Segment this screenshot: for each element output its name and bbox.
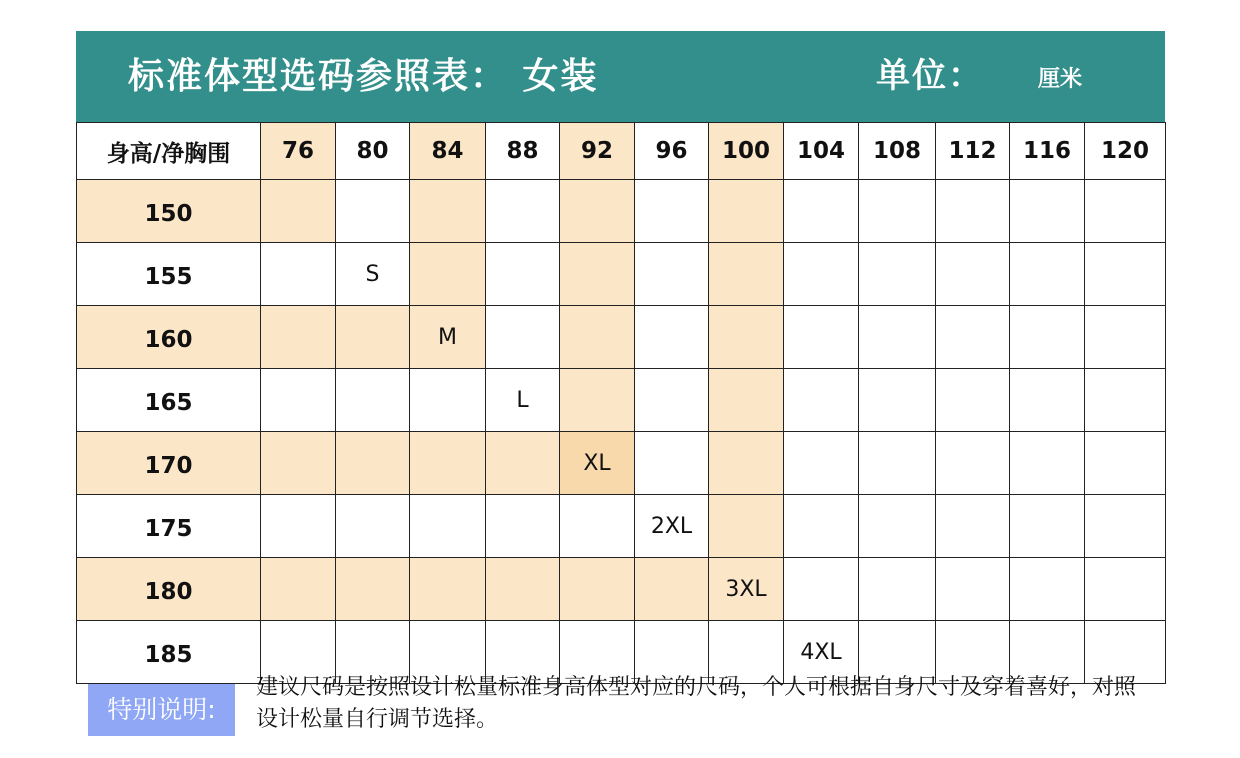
table-cell (936, 558, 1010, 621)
table-cell (336, 369, 410, 432)
table-row (77, 495, 1166, 558)
table-cell (784, 306, 859, 369)
table-cell (1010, 369, 1085, 432)
size-cell: 2XL (635, 495, 709, 558)
page-title: 标准体型选码参照表： 女装 (128, 56, 599, 97)
table-body (77, 180, 1166, 684)
table-cell (261, 306, 336, 369)
size-cell: XL (560, 432, 635, 495)
table-cell (410, 432, 486, 495)
table-cell (936, 369, 1010, 432)
size-cell: S (336, 243, 410, 306)
table-cell (560, 306, 635, 369)
table-cell (1010, 306, 1085, 369)
special-note-badge: 特别说明: (88, 684, 235, 736)
table-cell (936, 243, 1010, 306)
table-cell (261, 432, 336, 495)
table-cell (560, 369, 635, 432)
table-cell (486, 306, 560, 369)
size-cell: L (486, 369, 560, 432)
table-cell (1010, 432, 1085, 495)
row-height-label: 175 (77, 495, 261, 558)
table-cell (336, 432, 410, 495)
table-cell (635, 369, 709, 432)
table-cell (936, 306, 1010, 369)
table-cell (261, 558, 336, 621)
row-height-label: 160 (77, 306, 261, 369)
table-cell (936, 495, 1010, 558)
row-height-label: 185 (77, 621, 261, 684)
row-height-label: 150 (77, 180, 261, 243)
row-height-label: 155 (77, 243, 261, 306)
table-cell (1085, 495, 1166, 558)
table-cell (859, 558, 936, 621)
table-cell (859, 243, 936, 306)
table-cell (560, 558, 635, 621)
table-cell (859, 180, 936, 243)
table-cell (486, 432, 560, 495)
table-cell (635, 306, 709, 369)
size-chart-table (76, 122, 1166, 684)
table-cell (1010, 180, 1085, 243)
table-cell (410, 243, 486, 306)
table-cell (784, 495, 859, 558)
size-cell: 3XL (709, 558, 784, 621)
table-cell (486, 495, 560, 558)
size-cell: M (410, 306, 486, 369)
table-cell (635, 243, 709, 306)
table-cell (410, 495, 486, 558)
table-cell (486, 558, 560, 621)
special-note-text: 建议尺码是按照设计松量标准身高体型对应的尺码，个人可根据自身尺寸及穿着喜好，对照设计松量自行调节选择。 (256, 675, 1137, 732)
size-cell: 4XL (784, 621, 859, 684)
table-row (77, 369, 1166, 432)
column-header: 92 (560, 123, 635, 180)
corner-header: 身高/净胸围 (77, 123, 261, 180)
table-cell (635, 180, 709, 243)
table-cell (486, 243, 560, 306)
table-cell (261, 369, 336, 432)
table-cell (410, 558, 486, 621)
column-header: 88 (486, 123, 560, 180)
table-header-banner (76, 31, 1165, 122)
table-cell (1085, 432, 1166, 495)
table-cell (859, 495, 936, 558)
table-cell (336, 306, 410, 369)
table-cell (635, 558, 709, 621)
row-height-label: 170 (77, 432, 261, 495)
column-header: 104 (784, 123, 859, 180)
table-cell (784, 432, 859, 495)
column-header: 76 (261, 123, 336, 180)
column-header: 80 (336, 123, 410, 180)
table-row (77, 432, 1166, 495)
unit-value: 厘米 (1038, 67, 1083, 92)
table-cell (560, 243, 635, 306)
table-cell (261, 243, 336, 306)
table-cell (1085, 306, 1166, 369)
table-row (77, 243, 1166, 306)
table-cell (1085, 243, 1166, 306)
table-cell (859, 432, 936, 495)
table-cell (560, 180, 635, 243)
table-cell (261, 495, 336, 558)
column-header: 96 (635, 123, 709, 180)
table-cell (709, 243, 784, 306)
column-header: 120 (1085, 123, 1166, 180)
column-header: 108 (859, 123, 936, 180)
table-cell (936, 432, 1010, 495)
table-cell (560, 495, 635, 558)
table-cell (784, 180, 859, 243)
table-cell (709, 369, 784, 432)
table-cell (709, 432, 784, 495)
unit-label: 单位： (876, 56, 984, 96)
table-cell (1010, 243, 1085, 306)
table-cell (410, 369, 486, 432)
table-cell (859, 369, 936, 432)
table-cell (1085, 180, 1166, 243)
row-height-label: 180 (77, 558, 261, 621)
table-cell (936, 180, 1010, 243)
table-row (77, 306, 1166, 369)
column-header: 112 (936, 123, 1010, 180)
table-cell (784, 558, 859, 621)
table-cell (784, 243, 859, 306)
column-header: 116 (1010, 123, 1085, 180)
table-header-row (77, 123, 1166, 180)
column-header: 84 (410, 123, 486, 180)
table-cell (1085, 558, 1166, 621)
table-row (77, 180, 1166, 243)
table-cell (261, 180, 336, 243)
table-cell (486, 180, 560, 243)
table-cell (1085, 369, 1166, 432)
table-cell (709, 495, 784, 558)
table-cell (336, 558, 410, 621)
column-header: 100 (709, 123, 784, 180)
table-cell (336, 495, 410, 558)
table-cell (709, 306, 784, 369)
table-cell (635, 432, 709, 495)
table-cell (859, 306, 936, 369)
table-cell (1010, 558, 1085, 621)
table-cell (784, 369, 859, 432)
table-row (77, 558, 1166, 621)
table-cell (1010, 495, 1085, 558)
table-cell (336, 180, 410, 243)
table-cell (709, 180, 784, 243)
table-cell (410, 180, 486, 243)
row-height-label: 165 (77, 369, 261, 432)
